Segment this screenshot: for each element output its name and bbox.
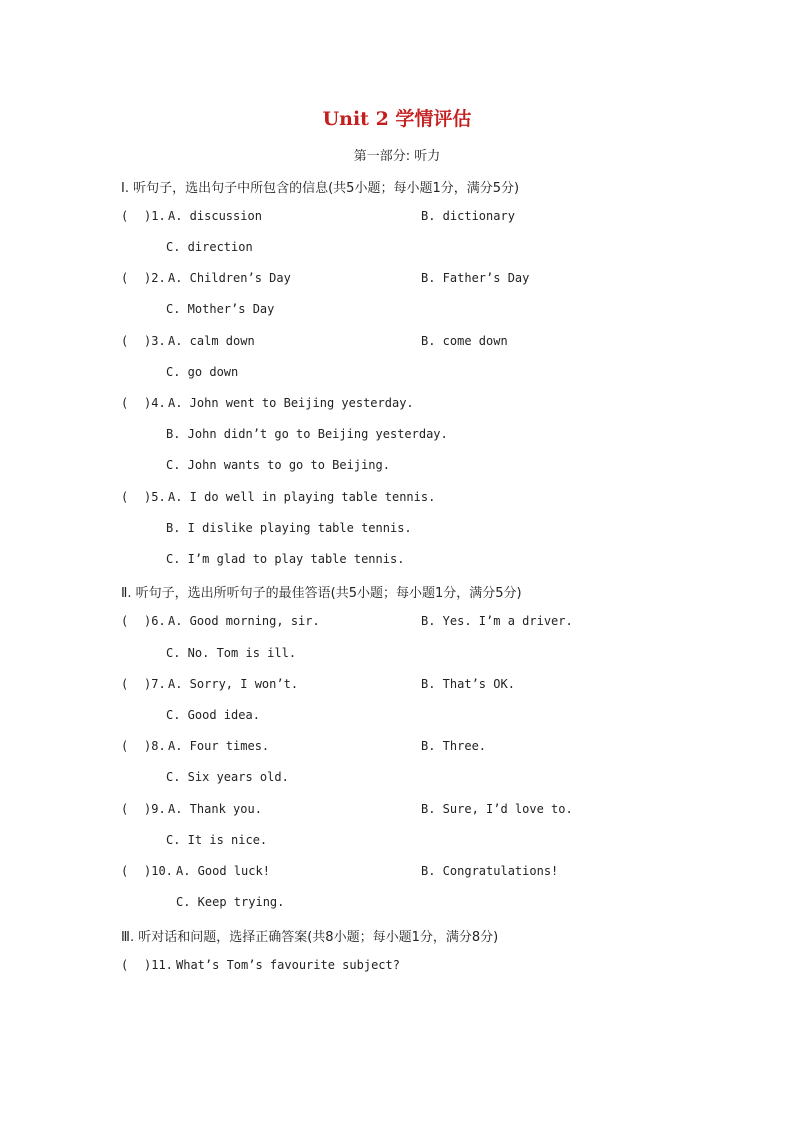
option-c: C. Good idea. [166, 708, 260, 722]
question-number: )9. [144, 802, 166, 816]
answer-bracket[interactable]: ( [121, 271, 129, 285]
option-a: A. Children’s Day [168, 271, 291, 285]
question-stem: What’s Tom’s favourite subject? [176, 958, 400, 972]
answer-bracket[interactable]: ( [121, 677, 129, 691]
answer-bracket[interactable]: ( [121, 614, 129, 628]
question-number: )2. [144, 271, 166, 285]
answer-bracket[interactable]: ( [121, 334, 129, 348]
option-c: C. John wants to go to Beijing. [166, 458, 390, 472]
option-a: A. Sorry, I won’t. [168, 677, 299, 691]
option-b: B. Yes. I’m a driver. [421, 614, 573, 628]
section-heading-1: Ⅰ. 听句子，选出句子中所包含的信息(共5小题；每小题1分，满分5分) [121, 181, 520, 196]
option-a: A. I do well in playing table tennis. [168, 490, 436, 504]
option-c: C. Six years old. [166, 770, 289, 784]
option-a: A. Four times. [168, 739, 270, 753]
option-a: A. Good morning, sir. [168, 614, 320, 628]
question-number: )3. [144, 334, 166, 348]
option-a: A. Thank you. [168, 802, 262, 816]
answer-bracket[interactable]: ( [121, 864, 129, 878]
option-b: B. That’s OK. [421, 677, 515, 691]
option-a: A. discussion [168, 209, 262, 223]
question-number: )11. [144, 958, 173, 972]
option-b: B. dictionary [421, 209, 515, 223]
option-b: B. Sure, I’d love to. [421, 802, 573, 816]
page-title: Unit 2 学情评估 [322, 108, 472, 130]
question-number: )6. [144, 614, 166, 628]
option-b: B. Congratulations! [421, 864, 559, 878]
question-number: )7. [144, 677, 166, 691]
answer-bracket[interactable]: ( [121, 958, 129, 972]
option-c: C. I’m glad to play table tennis. [166, 552, 405, 566]
option-b: B. come down [421, 334, 508, 348]
option-c: C. Keep trying. [176, 895, 285, 909]
answer-bracket[interactable]: ( [121, 490, 129, 504]
answer-bracket[interactable]: ( [121, 802, 129, 816]
question-number: )8. [144, 739, 166, 753]
option-c: C. No. Tom is ill. [166, 646, 297, 660]
option-c: C. It is nice. [166, 833, 268, 847]
part-heading: 第一部分: 听力 [353, 149, 441, 164]
section-heading-3: Ⅲ. 听对话和问题，选择正确答案(共8小题；每小题1分，满分8分) [121, 930, 499, 945]
option-a: A. Good luck! [176, 864, 270, 878]
option-c: C. Mother’s Day [166, 302, 275, 316]
answer-bracket[interactable]: ( [121, 739, 129, 753]
option-b: B. Three. [421, 739, 487, 753]
option-b: B. Father’s Day [421, 271, 530, 285]
option-c: C. direction [166, 240, 253, 254]
question-number: )1. [144, 209, 166, 223]
option-a: A. calm down [168, 334, 255, 348]
question-number: )5. [144, 490, 166, 504]
question-number: )4. [144, 396, 166, 410]
option-c: C. go down [166, 365, 239, 379]
answer-bracket[interactable]: ( [121, 209, 129, 223]
question-number: )10. [144, 864, 173, 878]
answer-bracket[interactable]: ( [121, 396, 129, 410]
option-b: B. John didn’t go to Beijing yesterday. [166, 427, 448, 441]
option-b: B. I dislike playing table tennis. [166, 521, 412, 535]
option-a: A. John went to Beijing yesterday. [168, 396, 414, 410]
section-heading-2: Ⅱ. 听句子，选出所听句子的最佳答语(共5小题；每小题1分，满分5分) [121, 586, 522, 601]
